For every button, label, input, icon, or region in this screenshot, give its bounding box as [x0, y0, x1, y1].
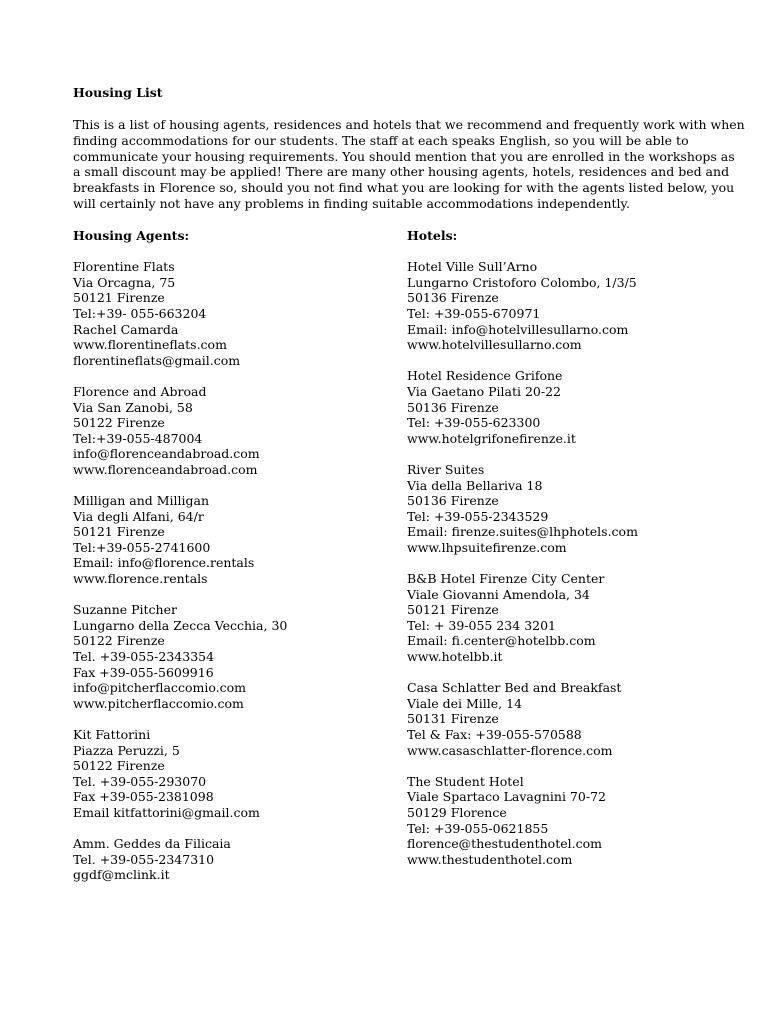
- housing-agent-entry-detail: Email kitfattorini@gmail.com: [73, 804, 260, 820]
- hotel-entry-detail: Via Gaetano Pilati 20-22: [407, 383, 561, 399]
- housing-agents-list: [73, 259, 393, 883]
- housing-agent-entry-detail: Rachel Camarda: [73, 321, 179, 337]
- hotel-entry: [407, 368, 727, 446]
- housing-agent-entry-name: Milligan and Milligan: [73, 493, 210, 509]
- housing-agent-entry-detail: 50121 Firenze: [73, 290, 165, 306]
- hotel-entry-detail: 50136 Firenze: [407, 399, 499, 415]
- hotel-entry: [407, 571, 727, 665]
- hotel-entry-detail: florence@thestudenthotel.com: [407, 836, 602, 852]
- housing-agents-column: [73, 228, 393, 899]
- housing-agent-entry-name: Florence and Abroad: [73, 383, 207, 399]
- hotel-entry: [407, 259, 727, 353]
- hotel-entry-detail: Tel: +39-055-623300: [407, 415, 541, 431]
- hotel-entry-detail: Tel: +39-055-0621855: [407, 820, 549, 836]
- housing-agent-entry-detail: Tel:+39-055-2741600: [73, 539, 211, 555]
- hotel-entry-detail: www.hotelvillesullarno.com: [407, 337, 582, 353]
- housing-agent-entry-detail: Tel:+39- 055-663204: [73, 305, 207, 321]
- hotels-column: [407, 228, 727, 883]
- hotel-entry-detail: Via della Bellariva 18: [407, 477, 543, 493]
- housing-agent-entry-detail: Piazza Peruzzi, 5: [73, 742, 180, 758]
- hotel-entry-name: Hotel Residence Grifone: [407, 368, 563, 384]
- housing-agent-entry-detail: info@pitcherflaccomio.com: [73, 680, 246, 696]
- housing-agent-entry-detail: www.florenceandabroad.com: [73, 461, 258, 477]
- housing-agent-entry-detail: 50122 Firenze: [73, 633, 165, 649]
- housing-agent-entry-detail: Tel. +39-055-2343354: [73, 649, 215, 665]
- housing-agent-entry-detail: florentineflats@gmail.com: [73, 352, 241, 368]
- hotel-entry-detail: 50129 Florence: [407, 804, 507, 820]
- hotel-entry-name: Casa Schlatter Bed and Breakfast: [407, 680, 622, 696]
- housing-agent-entry-detail: Via San Zanobi, 58: [73, 399, 193, 415]
- housing-agent-entry-detail: info@florenceandabroad.com: [73, 446, 260, 462]
- housing-agent-entry-detail: Lungarno della Zecca Vecchia, 30: [73, 617, 288, 633]
- hotel-entry-detail: 50136 Firenze: [407, 290, 499, 306]
- housing-agent-entry-detail: Fax +39-055-2381098: [73, 789, 214, 805]
- hotel-entry-detail: www.casaschlatter-florence.com: [407, 742, 613, 758]
- housing-agent-entry-detail: Tel. +39-055-2347310: [73, 851, 215, 867]
- hotel-entry-detail: Email: firenze.suites@lhphotels.com: [407, 524, 638, 540]
- housing-agent-entry-detail: www.pitcherflaccomio.com: [73, 695, 244, 711]
- hotel-entry-detail: Email: fi.center@hotelbb.com: [407, 633, 596, 649]
- hotel-entry-detail: www.hotelgrifonefirenze.it: [407, 430, 576, 446]
- hotel-entry-detail: Email: info@hotelvillesullarno.com: [407, 321, 629, 337]
- housing-agent-entry-detail: 50122 Firenze: [73, 758, 165, 774]
- hotel-entry-detail: Tel: + 39-055 234 3201: [407, 617, 556, 633]
- housing-agent-entry: [73, 493, 393, 587]
- intro-paragraph: [73, 117, 745, 212]
- housing-agent-entry: [73, 259, 393, 368]
- intro-line: finding accommodations for our students. The staff at each speaks English, so you will be able to: [73, 132, 689, 148]
- hotel-entry-detail: www.hotelbb.it: [407, 649, 503, 665]
- housing-agent-entry-detail: ggdf@mclink.it: [73, 867, 170, 883]
- intro-line: This is a list of housing agents, residences and hotels that we recommend and frequently work with when: [73, 117, 745, 132]
- hotel-entry: [407, 462, 727, 556]
- housing-agent-entry-detail: Via degli Alfani, 64/r: [73, 508, 204, 524]
- hotel-entry: [407, 680, 727, 758]
- hotel-entry-detail: Tel: +39-055-2343529: [407, 508, 549, 524]
- intro-line: breakfasts in Florence so, should you not find what you are looking for with the agents listed below, you: [73, 180, 735, 196]
- hotel-entry-name: River Suites: [407, 461, 485, 477]
- hotels-heading: Hotels:: [407, 228, 458, 243]
- hotel-entry-detail: Lungarno Cristoforo Colombo, 1/3/5: [407, 274, 637, 290]
- hotel-entry-name: The Student Hotel: [407, 773, 524, 789]
- hotel-entry-name: Hotel Ville Sull’Arno: [407, 259, 538, 275]
- hotel-entry-detail: Viale Giovanni Amendola, 34: [407, 586, 590, 602]
- housing-agent-entry-detail: Email: info@florence.rentals: [73, 555, 255, 571]
- hotel-entry-name: B&B Hotel Firenze City Center: [407, 571, 605, 587]
- hotel-entry-detail: 50136 Firenze: [407, 493, 499, 509]
- housing-agent-entry: [73, 602, 393, 711]
- intro-line: communicate your housing requirements. You should mention that you are enrolled in the workshops as: [73, 148, 735, 164]
- hotel-entry-detail: www.thestudenthotel.com: [407, 851, 573, 867]
- housing-agents-heading: Housing Agents:: [73, 228, 190, 243]
- housing-agent-entry-detail: Via Orcagna, 75: [73, 274, 176, 290]
- housing-agent-entry-detail: www.florentineflats.com: [73, 337, 227, 353]
- housing-agent-entry-name: Florentine Flats: [73, 259, 175, 275]
- housing-agent-entry-detail: Tel. +39-055-293070: [73, 773, 207, 789]
- housing-agent-entry-detail: Tel:+39-055-487004: [73, 430, 203, 446]
- intro-line: a small discount may be applied! There are many other housing agents, hotels, residences and bed and: [73, 164, 730, 180]
- intro-line: will certainly not have any problems in finding suitable accommodations independently.: [73, 195, 630, 211]
- housing-agent-entry-detail: Fax +39-055-5609916: [73, 664, 214, 680]
- housing-agent-entry-detail: www.florence.rentals: [73, 571, 208, 587]
- housing-agent-entry: [73, 384, 393, 478]
- hotel-entry: [407, 774, 727, 868]
- hotel-entry-detail: Viale Spartaco Lavagnini 70-72: [407, 789, 606, 805]
- hotel-entry-detail: Viale dei Mille, 14: [407, 695, 523, 711]
- hotel-entry-detail: 50121 Firenze: [407, 602, 499, 618]
- hotels-list: [407, 259, 727, 867]
- hotel-entry-detail: 50131 Firenze: [407, 711, 499, 727]
- page-title: Housing List: [73, 85, 163, 100]
- hotel-entry-detail: Tel: +39-055-670971: [407, 305, 541, 321]
- housing-agent-entry-name: Suzanne Pitcher: [73, 602, 177, 618]
- housing-agent-entry: [73, 727, 393, 821]
- housing-agent-entry: [73, 836, 393, 883]
- housing-agent-entry-name: Kit Fattorini: [73, 727, 151, 742]
- hotel-entry-detail: Tel & Fax: +39-055-570588: [407, 727, 582, 742]
- housing-agent-entry-detail: 50122 Firenze: [73, 415, 165, 431]
- housing-agent-entry-name: Amm. Geddes da Filicaia: [73, 836, 231, 852]
- housing-agent-entry-detail: 50121 Firenze: [73, 524, 165, 540]
- hotel-entry-detail: www.lhpsuitefirenze.com: [407, 539, 567, 555]
